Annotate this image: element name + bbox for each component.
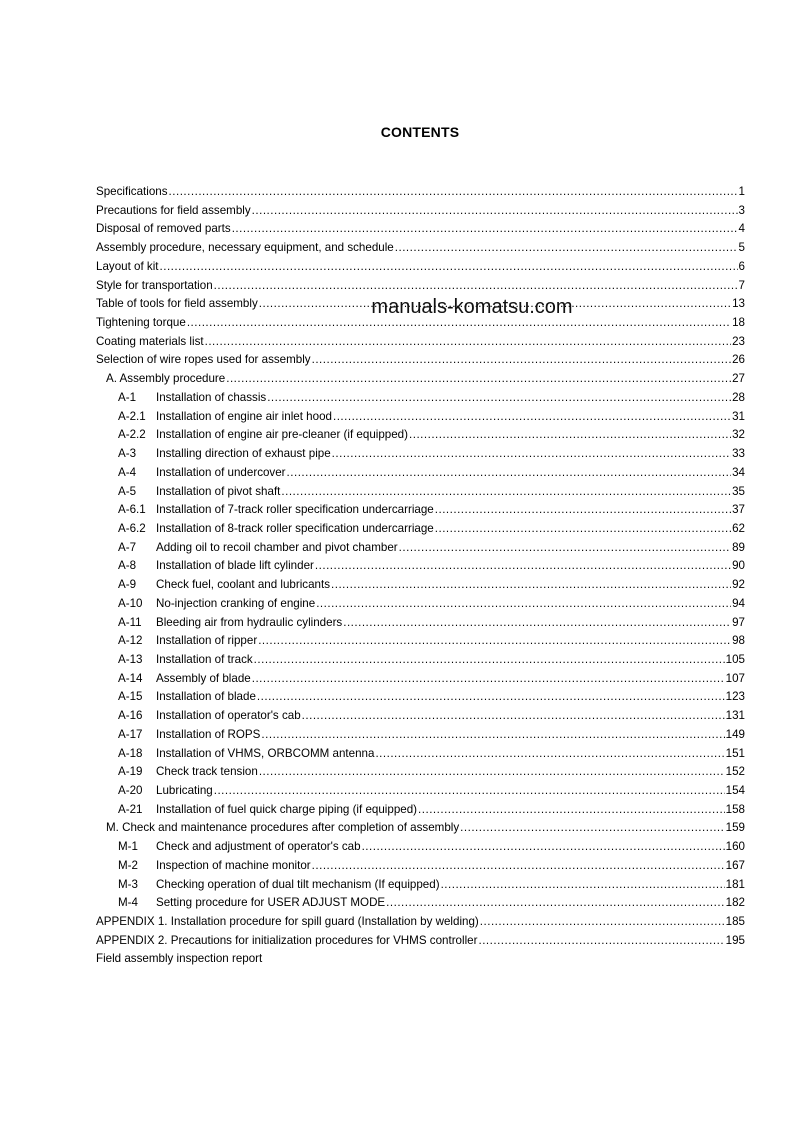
toc-entry-label: Assembly procedure, necessary equipment, and schedule <box>96 241 394 255</box>
toc-entry-page: 34 <box>732 465 745 479</box>
toc-entry-label: Tightening torque <box>96 316 186 330</box>
toc-entry-page: 149 <box>725 727 745 741</box>
toc-entry[interactable] <box>96 183 745 202</box>
toc-entry-label: Installation of ripper <box>156 634 258 648</box>
toc-entry[interactable] <box>96 876 745 895</box>
toc-section-a[interactable] <box>96 370 745 389</box>
page-title: CONTENTS <box>380 124 460 140</box>
toc-entry-page: 13 <box>732 297 745 311</box>
toc-entry-label: Adding oil to recoil chamber and pivot chamber <box>156 540 398 554</box>
toc-entry-page: 7 <box>738 278 745 292</box>
toc-entry[interactable] <box>96 501 745 520</box>
toc-entry-label: Checking operation of dual tilt mechanism (If equipped) <box>156 877 440 891</box>
toc-entry-label: Installation of undercover <box>156 465 286 479</box>
toc-entry-page: 181 <box>725 877 745 891</box>
toc-entry-number: M-1 <box>118 840 138 854</box>
toc-entry-page: 182 <box>725 896 745 910</box>
toc-entry-label: Precautions for field assembly <box>96 203 251 217</box>
toc-entry-page: 35 <box>732 484 745 498</box>
toc-entry[interactable] <box>96 632 745 651</box>
toc-entry-page: 167 <box>725 858 745 872</box>
toc-entry-label: A. Assembly procedure <box>106 372 226 386</box>
toc-entry-number: A-2.2 <box>118 428 146 442</box>
toc-entry-label: Installation of engine air inlet hood <box>156 409 332 423</box>
toc-entry-label: Installation of engine air pre-cleaner (if equipped) <box>156 428 408 442</box>
toc-entry[interactable] <box>96 726 745 745</box>
toc-entry-number: A-5 <box>118 484 137 498</box>
toc-entry-label: APPENDIX 1. Installation procedure for spill guard (Installation by welding) <box>96 915 479 929</box>
toc-entry[interactable] <box>96 333 745 352</box>
toc-entry[interactable] <box>96 520 745 539</box>
toc-entry-label: APPENDIX 2. Precautions for initialization procedures for VHMS controller <box>96 933 478 947</box>
toc-entry-page: 98 <box>732 634 745 648</box>
toc-entry-page: 158 <box>725 802 745 816</box>
toc-entry-label: Table of tools for field assembly <box>96 297 258 311</box>
toc-entry-label: Assembly of blade <box>156 671 251 685</box>
toc-entry[interactable] <box>96 688 745 707</box>
toc-entry-number: A-21 <box>118 802 143 816</box>
toc-entry-page: 27 <box>732 372 745 386</box>
toc-entry-label: M. Check and maintenance procedures after completion of assembly <box>106 821 460 835</box>
toc-entry-page: 94 <box>732 596 745 610</box>
toc-entry[interactable] <box>96 670 745 689</box>
toc-entry-page: 105 <box>725 652 745 666</box>
toc-entry-page: 28 <box>732 390 745 404</box>
toc-entry-page: 6 <box>738 259 745 273</box>
toc-entry-label: Installation of ROPS <box>156 727 261 741</box>
toc-entry-page: 123 <box>725 690 745 704</box>
toc-entry-label: Field assembly inspection report <box>96 952 263 966</box>
watermark-text: manuals-komatsu.com <box>371 296 573 318</box>
toc-entry-page: 90 <box>732 559 745 573</box>
toc-entry-number: A-2.1 <box>118 409 146 423</box>
toc-entry-label: Lubricating <box>156 784 213 797</box>
toc-entry[interactable] <box>96 838 745 857</box>
toc-entry-number: M-4 <box>118 896 138 910</box>
toc-entry-label: Installation of track <box>156 652 253 666</box>
toc-entry-number: M-2 <box>118 858 138 872</box>
toc-entry-label: No-injection cranking of engine <box>156 596 316 610</box>
toc-entry[interactable] <box>96 408 745 427</box>
toc-entry-page: 131 <box>725 709 745 723</box>
toc-entry-number: A-16 <box>118 709 143 723</box>
toc-entry-number: A-1 <box>118 390 137 404</box>
toc-entry-page: 159 <box>725 821 745 835</box>
toc-entry-page: 26 <box>732 353 745 367</box>
toc-section-m[interactable] <box>96 819 745 838</box>
toc-entry-page: 195 <box>725 933 745 947</box>
toc-entry[interactable] <box>96 595 745 614</box>
toc-entry-label: Installing direction of exhaust pipe <box>156 447 331 461</box>
toc-entry-label: Check and adjustment of operator's cab <box>156 840 361 854</box>
toc-appendix-2[interactable] <box>96 932 745 951</box>
toc-entry[interactable] <box>96 801 745 820</box>
toc-entry[interactable] <box>96 557 745 576</box>
toc-entry[interactable] <box>96 745 745 764</box>
toc-entry-label: Check fuel, coolant and lubricants <box>156 578 331 592</box>
toc-entry-number: A-14 <box>118 671 143 685</box>
toc-entry-page: 97 <box>732 615 745 629</box>
toc-entry-number: A-9 <box>118 578 137 592</box>
toc-entry-label: Installation of chassis <box>156 390 267 404</box>
toc-entry-page: 3 <box>738 203 745 217</box>
toc-entry[interactable] <box>96 239 745 258</box>
toc-entry-number: A-4 <box>118 465 137 479</box>
toc-entry[interactable] <box>96 614 745 633</box>
toc-entry-page: 23 <box>732 334 745 348</box>
toc-entry-number: A-8 <box>118 559 137 573</box>
toc-entry[interactable] <box>96 763 745 782</box>
toc-entry-number: M-3 <box>118 877 138 891</box>
toc-appendix-1[interactable] <box>96 913 745 932</box>
toc-entry[interactable] <box>96 464 745 483</box>
toc-entry[interactable] <box>96 389 745 408</box>
toc-entry-label: Installation of blade lift cylinder <box>156 559 314 573</box>
toc-entry[interactable] <box>96 576 745 595</box>
toc-entry[interactable] <box>96 857 745 876</box>
toc-entry[interactable] <box>96 445 745 464</box>
toc-entry-number: A-19 <box>118 765 143 779</box>
toc-entry-page: 5 <box>738 241 745 255</box>
toc-entry[interactable] <box>96 220 745 239</box>
toc-entry-page: 4 <box>738 222 745 236</box>
toc-entry-label: Layout of kit <box>96 259 159 273</box>
toc-entry-page: 107 <box>725 671 745 685</box>
toc-entry-label: Installation of 7-track roller specification undercarriage <box>156 503 434 517</box>
toc-entry[interactable] <box>96 707 745 726</box>
toc-entry-number: A-17 <box>118 727 143 741</box>
toc-entry-page: 1 <box>738 185 745 198</box>
toc-entry-page: 185 <box>725 915 745 929</box>
toc-entry-label: Installation of fuel quick charge piping (if equipped) <box>156 802 418 816</box>
toc-inspection-report[interactable] <box>96 950 745 969</box>
toc-entry-number: A-6.1 <box>118 503 146 517</box>
toc-entry-label: Bleeding air from hydraulic cylinders <box>156 615 343 629</box>
toc-entry-number: A-3 <box>118 447 137 461</box>
toc-entry-page: 62 <box>732 521 745 535</box>
toc-entry[interactable] <box>96 483 745 502</box>
toc-entry-number: A-11 <box>118 615 142 629</box>
toc-entry-page: 18 <box>732 316 745 330</box>
toc-entry-page: 31 <box>732 409 745 423</box>
toc-entry-number: A-15 <box>118 690 143 704</box>
toc-entry[interactable] <box>96 782 745 801</box>
toc-entry-number: A-20 <box>118 784 143 797</box>
toc-entry[interactable] <box>96 651 745 670</box>
toc-entry-number: A-18 <box>118 746 143 760</box>
toc-entry-number: A-6.2 <box>118 521 146 535</box>
toc-entry[interactable] <box>96 539 745 558</box>
toc-entry-label: Coating materials list <box>96 334 204 348</box>
toc-entry-number: A-10 <box>118 596 143 610</box>
toc-entry-page: 92 <box>732 578 745 592</box>
toc-entry-label: Installation of pivot shaft <box>156 484 281 498</box>
toc-entry[interactable] <box>96 277 745 296</box>
toc-entry[interactable] <box>96 258 745 277</box>
toc-entry-number: A-13 <box>118 652 143 666</box>
toc-entry-label: Specifications <box>96 185 168 198</box>
toc-entry-page: 152 <box>725 765 745 779</box>
toc-entry[interactable] <box>96 894 745 913</box>
toc-entry-label: Installation of operator's cab <box>156 709 301 723</box>
toc-entry[interactable] <box>96 202 745 221</box>
toc-entry-page: 154 <box>725 784 745 797</box>
toc-entry-label: Installation of VHMS, ORBCOMM antenna <box>156 746 375 760</box>
toc-entry-label: Installation of 8-track roller specification undercarriage <box>156 521 434 535</box>
toc-entry-label: Check track tension <box>156 765 258 779</box>
toc-entry-number: A-7 <box>118 540 137 554</box>
toc-entry-page: 37 <box>732 503 745 517</box>
toc-entry-page: 89 <box>732 540 745 554</box>
toc-entry[interactable] <box>96 351 745 370</box>
toc-entry-number: A-12 <box>118 634 143 648</box>
toc-entry-page: 33 <box>732 447 745 461</box>
toc-entry-label: Disposal of removed parts <box>96 222 231 236</box>
toc-entry-label: Style for transportation <box>96 278 213 292</box>
toc-entry-label: Inspection of machine monitor <box>156 858 311 872</box>
toc-entry-label: Setting procedure for USER ADJUST MODE <box>156 896 386 910</box>
toc-entry-page: 151 <box>725 746 745 760</box>
toc-entry-page: 160 <box>725 840 745 854</box>
toc-entry-page: 32 <box>732 428 745 442</box>
toc-entry-label: Selection of wire ropes used for assembly <box>96 353 311 367</box>
toc-entry[interactable] <box>96 426 745 445</box>
toc-entry-label: Installation of blade <box>156 690 256 704</box>
